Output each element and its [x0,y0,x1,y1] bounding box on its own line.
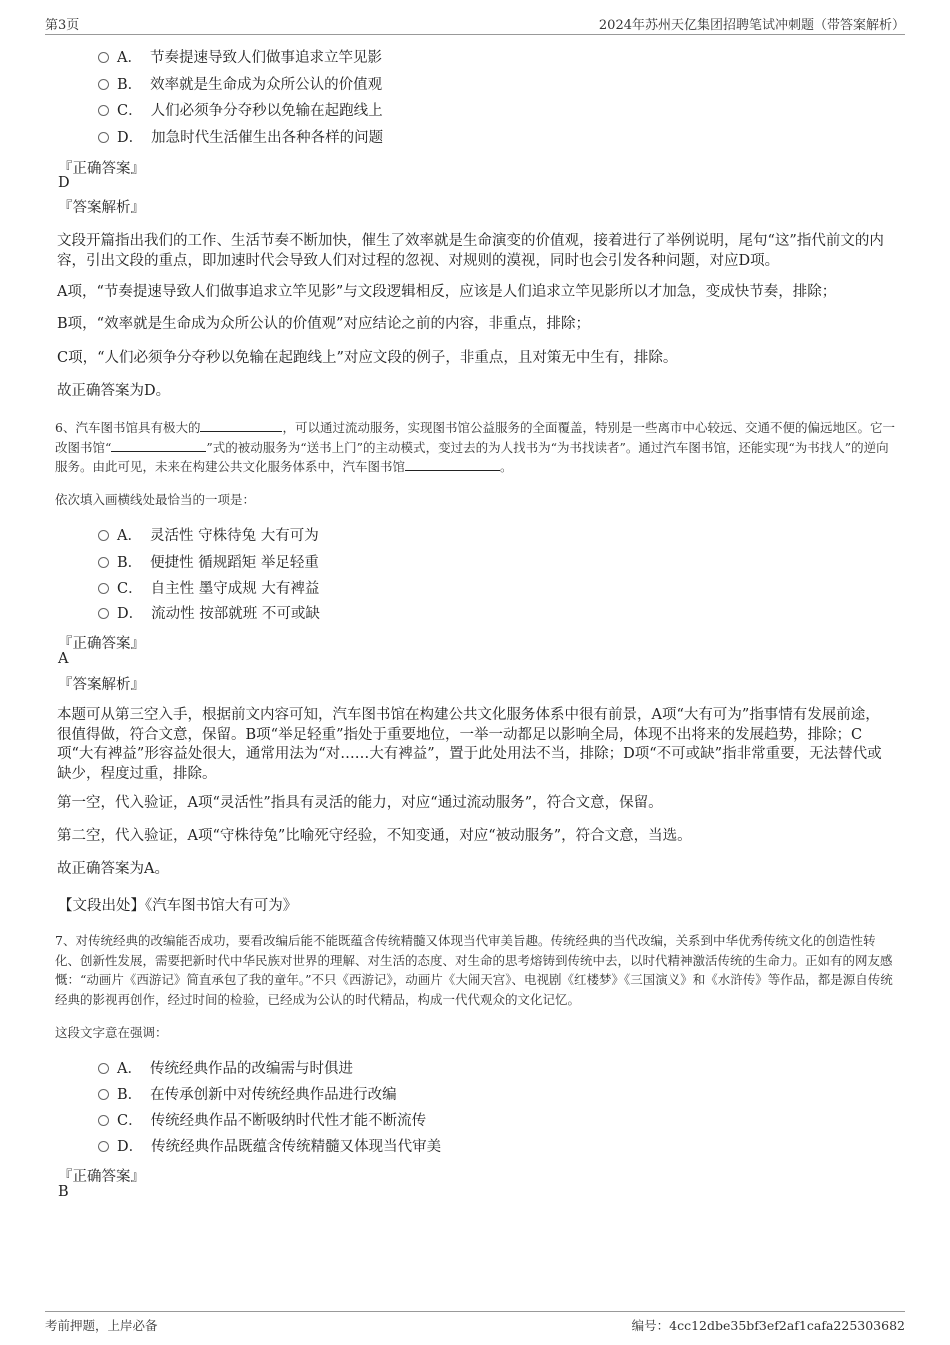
q7-option-a[interactable]: A． 传统经典作品的改编需与时俱进 [98,1058,353,1080]
radio-icon[interactable] [98,52,109,63]
radio-icon[interactable] [98,79,109,90]
fill-blank [405,458,500,471]
radio-icon[interactable] [98,1063,109,1074]
question-7-text: 7、对传统经典的改编能否成功，要看改编后能不能既蕴含传统精髓又体现当代审美旨趣。传统经典的当代改编，关系到中华优秀传统文化的创造性转化、创新性发展，需要把新时代中华民族对世界的理解、对生活的态度、对生命的思考熔铸到传统中去，以时代精神激活传统的生命力。正如有的网友感慨：“动画片《西游记》简直承包了我的童年。”不只《西游记》，动画片《大闹天宫》、电视剧《红楼梦》《三国演义》和《水浒传》等作品，都是源自传统经典的影视再创作，经过时间的检验，已经成为公认的时代精品，构成一代代观众的文化记忆。 [55,933,893,1007]
analysis-paragraph: A项，“节奏提速导致人们做事追求立竿见影”与文段逻辑相反，应该是人们追求立竿见影所以才加急，变成快节奏，排除； [57,284,837,300]
analysis-paragraph: 故正确答案为A。 [57,861,169,877]
q6-option-b[interactable]: B． 便捷性 循规蹈矩 举足轻重 [98,552,319,574]
radio-icon[interactable] [98,105,109,116]
analysis-paragraph: 文段开篇指出我们的工作、生活节奏不断加快，催生了效率就是生命演变的价值观，接着进行了举例说明，尾句“这”指代前文的内容，引出文段的重点，即加速时代会导致人们对过程的忽视、对规则的漠视，同时也会引发各种问题，对应D项。 [57,233,884,269]
page-number: 第3页 [45,18,80,33]
analysis-paragraph: B项，“效率就是生命成为众所公认的价值观”对应结论之前的内容，非重点，排除； [57,316,590,332]
q5-option-b[interactable]: B． 效率就是生命成为众所公认的价值观 [98,74,382,96]
answer-value: A [58,651,69,667]
document-title: 2024年苏州天亿集团招聘笔试冲刺题（带答案解析） [598,18,905,33]
radio-icon[interactable] [98,1089,109,1100]
source-citation: 【文段出处】《汽车图书馆大有可为》 [58,898,298,914]
analysis-paragraph: C项，“人们必须争分夺秒以免输在起跑线上”对应文段的例子，非重点，且对策无中生有，排除。 [57,350,678,366]
answer-value: B [58,1184,69,1200]
document-code: 编号：4cc12dbe35bf3ef2af1cafa225303682 [631,1318,905,1333]
radio-icon[interactable] [98,583,109,594]
radio-icon[interactable] [98,132,109,143]
question-prompt: 依次填入画横线处最恰当的一项是： [55,492,256,507]
fill-blank [111,439,206,452]
analysis-label: 『答案解析』 [58,200,145,216]
radio-icon[interactable] [98,1115,109,1126]
answer-label: 『正确答案』 [58,1169,145,1185]
analysis-paragraph: 第一空，代入验证，A项“灵活性”指具有灵活的能力，对应“通过流动服务”，符合文意，保留。 [57,795,663,811]
analysis-paragraph: 本题可从第三空入手，根据前文内容可知，汽车图书馆在构建公共文化服务体系中很有前景，A项“大有可为”指事情有发展前途，很值得做，符合文意，保留。B项“举足轻重”指处于重要地位，一举一动都足以影响全局，体现不出将来的发展趋势，排除；C项“大有裨益”形容益处很大，通常用法为“对……大有裨益”，置于此处用法不当，排除；D项“不可或缺”指非常重要，无法替代或缺少，程度过重，排除。 [57,707,882,782]
page-header [45,12,905,35]
answer-value: D [58,175,70,191]
radio-icon[interactable] [98,557,109,568]
q5-option-a[interactable]: A． 节奏提速导致人们做事追求立竿见影 [98,47,382,69]
analysis-label: 『答案解析』 [58,677,145,693]
page-footer [45,1311,905,1334]
q6-option-a[interactable]: A． 灵活性 守株待兔 大有可为 [98,525,319,547]
radio-icon[interactable] [98,1141,109,1152]
q6-option-c[interactable]: C． 自主性 墨守成规 大有裨益 [98,578,319,600]
q6-option-d[interactable]: D． 流动性 按部就班 不可或缺 [98,603,320,625]
q5-option-d[interactable]: D． 加急时代生活催生出各种各样的问题 [98,127,383,149]
question-6-text: 6、汽车图书馆具有极大的 ，可以通过流动服务，实现图书馆公益服务的全面覆盖，特别是一些离市中心较远、交通不便的偏远地区。它一改图书馆“ ”式的被动服务为“送书上门”的主动模式，变过去的为人找书为“为书找读者”。通过汽车图书馆，还能实现“为书找人”的逆向服务。由此可见，未来在构建公共文化服务体系中，汽车图书馆 。 [55,420,895,474]
question-prompt: 这段文字意在强调： [55,1025,168,1040]
q5-option-c[interactable]: C． 人们必须争分夺秒以免输在起跑线上 [98,100,383,122]
answer-label: 『正确答案』 [58,161,145,177]
q7-option-d[interactable]: D． 传统经典作品既蕴含传统精髓又体现当代审美 [98,1136,441,1158]
footer-slogan: 考前押题，上岸必备 [45,1318,158,1333]
answer-label: 『正确答案』 [58,636,145,652]
radio-icon[interactable] [98,530,109,541]
fill-blank [200,419,282,432]
analysis-paragraph: 故正确答案为D。 [57,383,171,399]
radio-icon[interactable] [98,608,109,619]
q7-option-b[interactable]: B． 在传承创新中对传统经典作品进行改编 [98,1084,397,1106]
q7-option-c[interactable]: C． 传统经典作品不断吸纳时代性才能不断流传 [98,1110,426,1132]
analysis-paragraph: 第二空，代入验证，A项“守株待兔”比喻死守经验，不知变通，对应“被动服务”，符合文意，当选。 [57,828,692,844]
